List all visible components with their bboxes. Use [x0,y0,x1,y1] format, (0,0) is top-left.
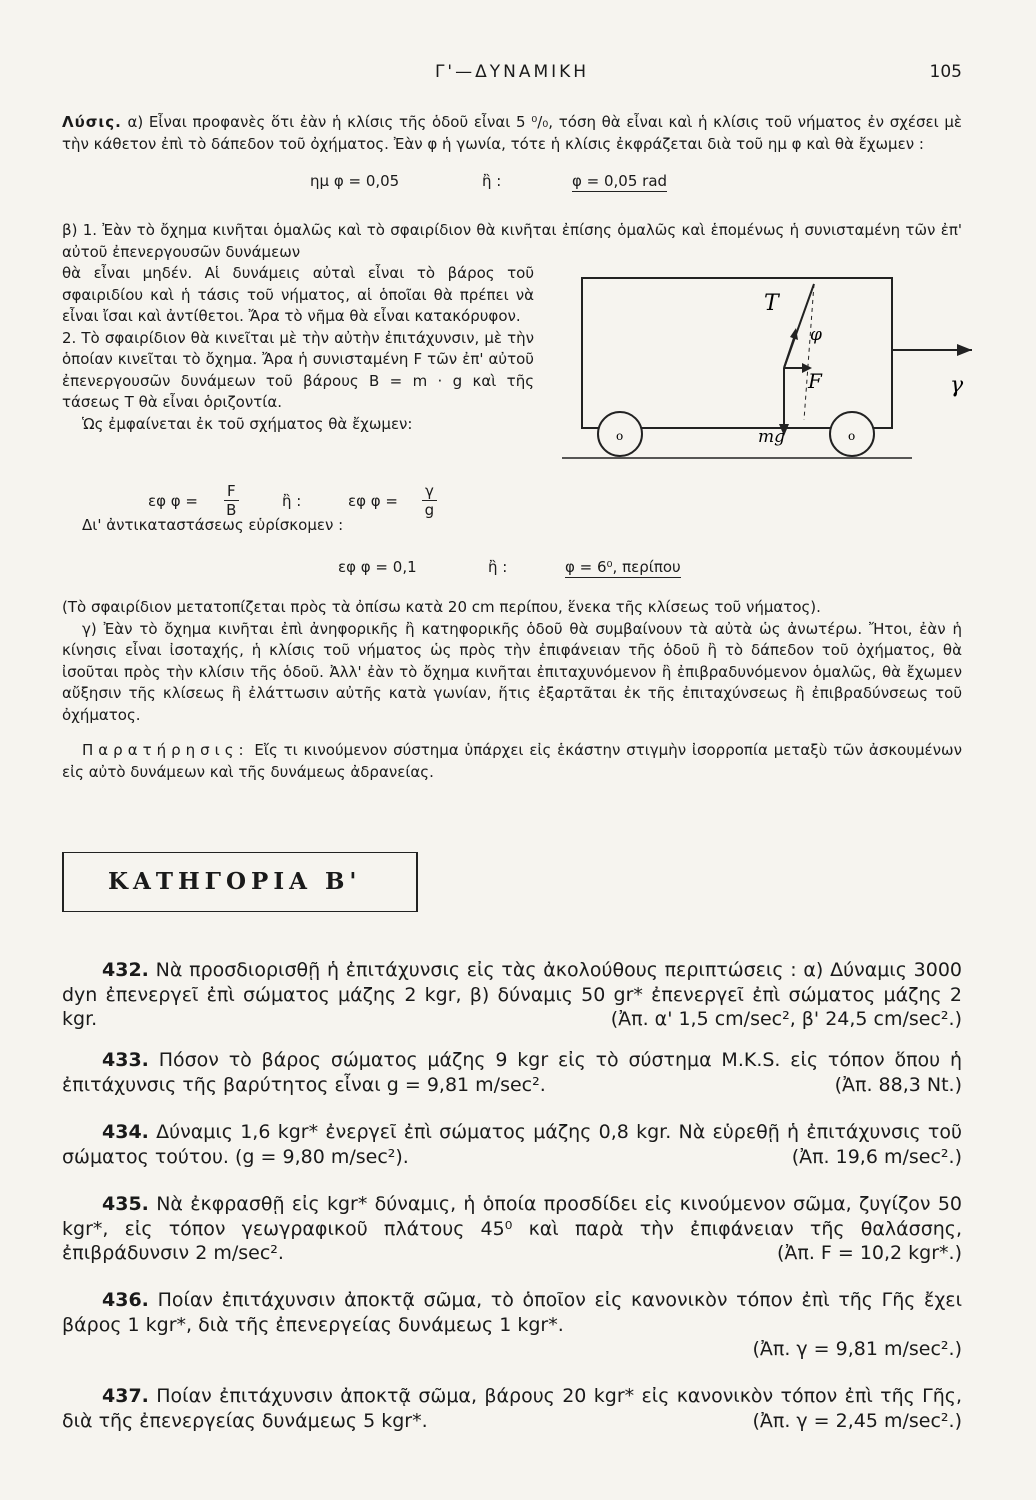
vehicle-pendulum-diagram [552,270,972,470]
problem-answer: (Ἀπ. F = 10,2 kgr*.) [776,1242,962,1264]
problem-432 [62,958,962,1032]
remark-text: Εἴς τι κινούμενον σύστημα ὑπάρχει εἰς ἑκάστην στιγμὴν ἰσορροπία μεταξὺ τῶν ἀσκουμένων εἰς αὐτὸ δυνάμεων καὶ τῆς δυνάμεως ἀδρανείας. [62,741,962,781]
equation-1-or: ἢ : [482,172,502,190]
book-page [62,0,962,1500]
problem-answer: (Ἀπ. 19,6 m/sec².) [791,1145,962,1168]
equation-2-left-lhs: εφ φ = [148,492,199,510]
svg-text:o: o [616,429,624,443]
equation-2-right-lhs: εφ φ = [348,492,399,510]
problem-434 [62,1120,962,1169]
problem-number: 433. [102,1049,149,1071]
fraction-gamma-over-g [422,482,437,519]
svg-text:o: o [848,429,856,443]
solution-alpha-text: α) Εἶναι προφανὲς ὅτι ἐὰν ἡ κλίσις τῆς ὁδοῦ εἶναι 5 ⁰/₀, τόση θὰ εἶναι καὶ ἡ κλίσις τοῦ νήματος ἐν σχέσει μὲ τὴν κάθετον ἐπὶ τὸ δάπεδον τοῦ ὀχήματος. Ἐὰν φ ἡ γωνία, τότε ἡ κλίσις ἐκφράζεται διὰ τοῦ ημ φ καὶ θὰ ἔχωμεν : [62,113,962,153]
gamma-text: γ) Ἐὰν τὸ ὄχημα κινῆται ἐπὶ ἀνηφορικῆς ἢ κατηφορικῆς ὁδοῦ θὰ συμβαίνουν τὰ αὐτὰ ὡς ἀνωτέρω. Ἤτοι, ἐὰν ἡ κίνησις εἶναι ἰσοταχής, ἡ κλίσις τοῦ νήματος ὡς πρὸς τὴν ἐπιφάνειαν τῆς ὁδοῦ ἢ τὸ δάπεδον τοῦ ὀχήματος, θὰ ἰσοῦται πρὸς τὴν κλίσιν τῆς ὁδοῦ. Ἀλλ' ἐὰν τὸ ὄχημα κινῆται ἐπιταχυνόμενον ἢ ἐπιβραδυνόμενον ὁμαλῶς, θὰ ἔχωμεν αὔξησιν τῆς κλίσεως ἢ ἐλάττωσιν αὐτῆς κατὰ γωνίαν, ἥτις ἐξαρτᾶται ἐκ τῆς ἐπιταχύνσεως ἢ ἐπιβραδύνσεως τοῦ ὀχήματος. [62,619,962,724]
fraction-gamma-numerator: γ [422,482,437,501]
remark-label: Παρατήρησις: [82,741,249,759]
problem-number: 436. [102,1289,149,1311]
vehicle-body [582,278,892,428]
beta-2-text: 2. Τὸ σφαιρίδιον θὰ κινεῖται μὲ τὴν αὐτὴν ἐπιτάχυνσιν, μὲ τὴν ὁποίαν κινεῖται τὸ ὄχημα. Ἄρα ἡ συνισταμένη F τῶν ἐπ' αὐτοῦ ἐπενεργουσῶν δυνάμεων τοῦ βάρους Β = m · g καὶ τῆς τάσεως Τ θὰ εἶναι ὁριζοντία. [62,328,534,411]
substitution-line: Δι' ἀντικαταστάσεως εὑρίσκομεν : [82,516,344,534]
equation-1-right: φ = 0,05 rad [572,172,668,190]
equation-3-left: εφ φ = 0,1 [338,558,417,576]
problem-text: Νὰ προσδιορισθῇ ἡ ἐπιτάχυνσις εἰς τὰς ἀκολούθους περιπτώσεις : α) Δύναμις 3000 dyn ἐπενεργεῖ ἐπὶ σώματος μάζης 2 kgr, β) δύναμις 50 gr* ἐπενεργεῖ ἐπὶ σώματος μάζης 2 kgr. [62,959,962,1030]
page-number: 105 [929,62,962,82]
chapter-title: Γ'—ΔΥΝΑΜΙΚΗ [434,62,590,82]
equation-2-or: ἢ : [282,492,302,510]
label-mg: mg [758,427,786,447]
solution-beta-1 [62,220,962,263]
label-gamma: γ [950,373,964,398]
problem-answer: (Ἀπ. γ = 2,45 m/sec².) [752,1409,962,1432]
label-phi: φ [810,325,822,345]
problem-answer: (Ἀπ. γ = 9,81 m/sec².) [752,1338,962,1360]
problem-number: 435. [102,1193,149,1215]
remark [62,740,962,783]
beta-figure-ref: Ὡς ἐμφαίνεται ἐκ τοῦ σχήματος θὰ ἔχωμεν: [82,414,413,433]
beta-1-continued: θὰ εἶναι μηδέν. Αἱ δυνάμεις αὐταὶ εἶναι τὸ βάρος τοῦ σφαιριδίου καὶ ἡ τάσις τοῦ νήματος, αἱ ὁποῖαι θὰ πρέπει νὰ εἶναι ἴσαι καὶ ἀντίθετοι. Ἄρα τὸ νῆμα θὰ εἶναι κατακόρυφον. [62,264,534,325]
problem-text: Πόσον τὸ βάρος σώματος μάζης 9 kgr εἰς τὸ σύστημα M.K.S. εἰς τόπον ὅπου ἡ ἐπιτάχυνσις τῆς βαρύτητος εἶναι g = 9,81 m/sec². [62,1049,962,1096]
problem-text: Δύναμις 1,6 kgr* ἐνεργεῖ ἐπὶ σώματος μάζης 0,8 kgr. Νὰ εὑρεθῇ ἡ ἐπιτάχυνσις τοῦ σώματος τούτου. (g = 9,80 m/sec²). [62,1121,962,1168]
problem-text: Ποίαν ἐπιτάχυνσιν ἀποκτᾷ σῶμα, τὸ ὁποῖον εἰς κανονικὸν τόπον ἐπὶ τῆς Γῆς ἔχει βάρος 1 kgr*, διὰ τῆς ἐπενεργείας δυνάμεως 1 kgr*. [62,1289,962,1336]
problem-number: 434. [102,1121,149,1143]
vertical-reference [804,284,814,420]
equation-3-or: ἢ : [488,558,508,576]
category-box [62,852,418,912]
category-title: ΚΑΤΗΓΟΡΙΑ Β' [108,868,362,895]
solution-gamma [62,597,962,726]
problem-text: Ποίαν ἐπιτάχυνσιν ἀποκτᾷ σῶμα, βάρους 20 kgr* εἰς κανονικὸν τόπον ἐπὶ τῆς Γῆς, διὰ τῆς ἐπενεργείας δυνάμεως 5 kgr*. [62,1385,962,1432]
problem-433 [62,1048,962,1097]
problem-435 [62,1192,962,1266]
solution-beta-narrow [62,263,534,435]
page-header [62,62,962,86]
equation-1-left: ημ φ = 0,05 [310,172,400,190]
fraction-F-numerator: F [224,482,239,501]
equation-3-right: φ = 6⁰, περίπου [565,558,681,576]
problem-answer: (Ἀπ. α' 1,5 cm/sec², β' 24,5 cm/sec².) [610,1008,962,1030]
beta-1-text: β) 1. Ἐὰν τὸ ὄχημα κινῆται ὁμαλῶς καὶ τὸ σφαιρίδιον θὰ κινῆται ἐπίσης ὁμαλῶς καὶ ἑπομένως ἡ συνισταμένη τῶν ἐπ' αὐτοῦ ἐπενεργουσῶν δυνάμεων [62,221,962,261]
problem-text: Νὰ ἐκφρασθῇ εἰς kgr* δύναμις, ἡ ὁποία προσδίδει εἰς κινούμενον σῶμα, ζυγίζον 50 kgr*, εἰς τόπον γεωγραφικοῦ πλάτους 45⁰ καὶ παρὰ τὴν ἐπιφάνειαν τῆς θαλάσσης, ἐπιβράδυνσιν 2 m/sec². [62,1193,963,1264]
fraction-F-over-B [224,482,239,519]
solution-alpha [62,112,962,155]
problem-437 [62,1384,962,1433]
label-T: T [764,291,779,316]
equation-1 [62,172,962,198]
fraction-B-denominator: Β [226,501,237,519]
equation-3 [62,558,962,582]
fraction-g-denominator: g [424,501,435,519]
problem-436 [62,1288,962,1362]
label-F: F [808,369,822,393]
problem-number: 432. [102,959,149,981]
displacement-note: (Τὸ σφαιρίδιον μετατοπίζεται πρὸς τὰ ὀπίσω κατὰ 20 cm περίπου, ἕνεκα τῆς κλίσεως τοῦ νήματος). [62,598,821,616]
problem-number: 437. [102,1385,149,1407]
solution-label: Λύσις. [62,113,122,131]
problem-answer: (Ἀπ. 88,3 Nt.) [834,1073,962,1096]
